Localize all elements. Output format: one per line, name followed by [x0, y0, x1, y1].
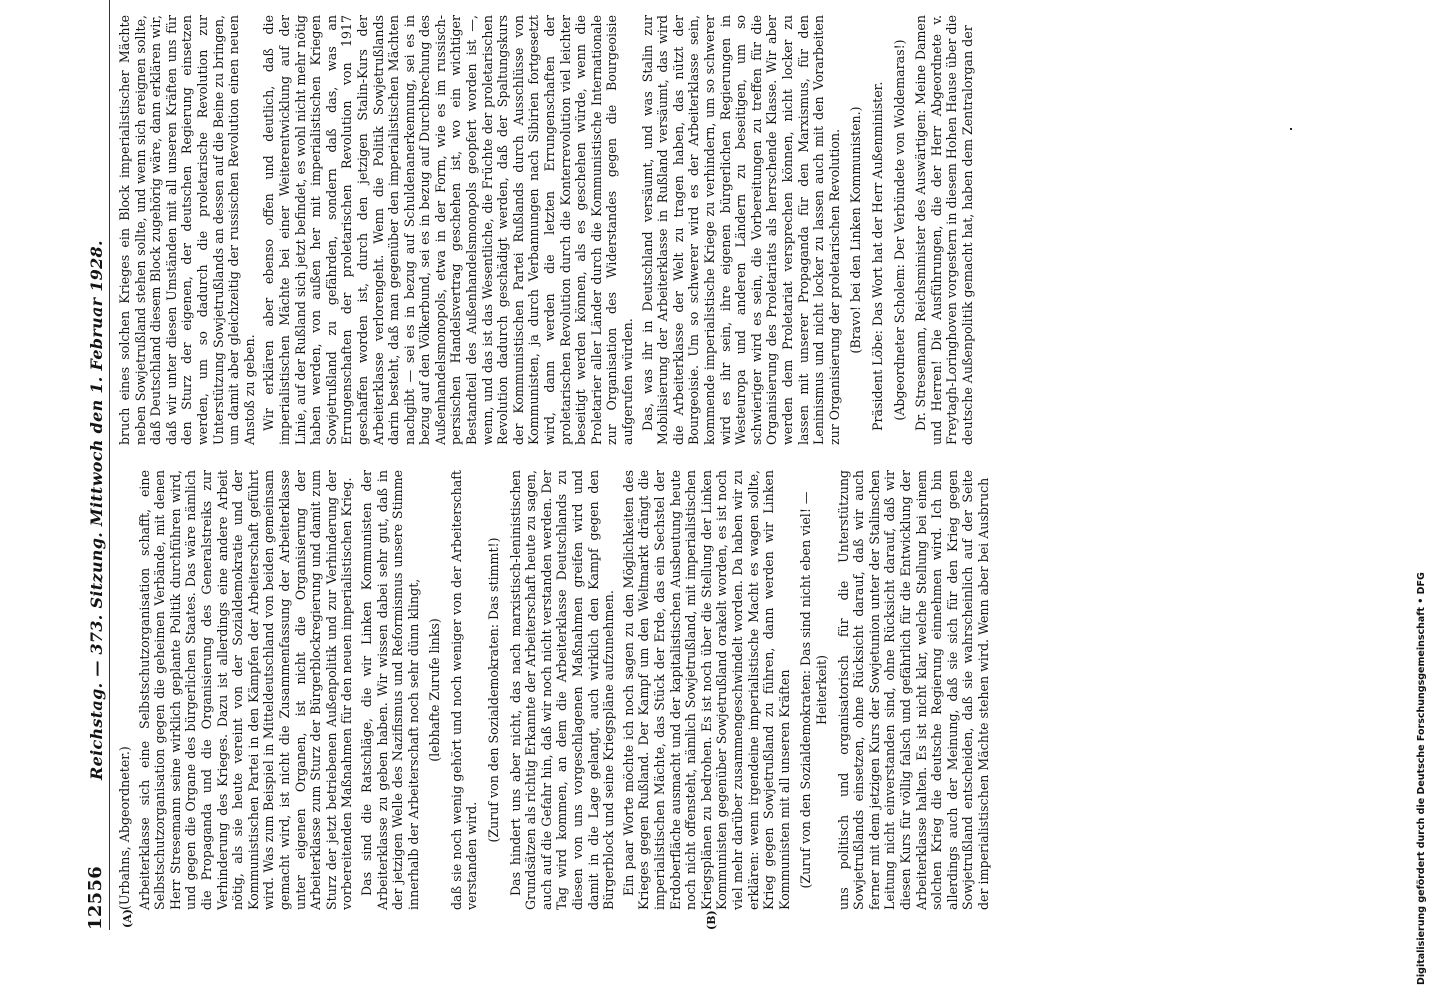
paragraph: uns politisch und organisatorisch für die Unterstützung Sowjetrußlands einsetzen, ohne Rücksicht darauf, daß wir auch ferner mit dem jetzigen Kurs der Sowjetunion unter der Stalinschen Leitung nicht einverstanden sind, ohne Rücksicht darauf, daß wir diesen Kurs für völlig falsch und gefährlich für die Entwicklung der Arbeiterklasse halten. Es ist nicht klar, welche Stellung bei einem solchen Krieg die deutsche Regierung einnehmen wird. Ich bin allerdings auch der Meinung, daß sie sich für den Krieg gegen Sowjetrußland entscheiden, daß sie wahrscheinlich auf der Seite der imperialistischen Mächte stehen wird. Wenn aber bei Ausbruch: [835, 470, 991, 910]
page-header: [85, 0, 111, 930]
speck: [1290, 128, 1292, 130]
interjection: (Bravo! bei den Linken Kommunisten.): [848, 106, 864, 354]
right-column: [117, 15, 979, 445]
document-page: [85, 0, 1415, 930]
digitization-credit: [1416, 10, 1430, 990]
credit-text: Digitalisierung gefördert durch die Deutsche Forschungsgemeinschaft • DFG: [1416, 572, 1427, 985]
paragraph: daß sie noch wenig gehört und noch weniger von der Arbeiterschaft verstanden wird.: [448, 470, 480, 910]
paragraph: Dr. Stresemann, Reichsminister des Auswärtigen: Meine Damen und Herren! Die Ausführungen, die der Herr Abgeordnete v. Freytagh-Loringhoven vorgestern in diesem Hohen Hause über die deutsche Außenpolitik gemacht hat, haben dem Zentralorgan der: [913, 15, 975, 445]
speaker-label: (Urbahns, Abgeordneter.): [117, 746, 132, 910]
paragraph: Das sind die Ratschläge, die wir Linken Kommunisten der Arbeiterklasse zu geben haben. Wir wissen dabei sehr gut, daß in der jetzigen Welle des Nazifismus und Reformismus unsere Stimme innerhalb der Arbeiterschaft noch sehr dünn klingt,: [358, 470, 421, 910]
paragraph: Arbeiterklasse sich eine Selbstschutzorganisation schafft, eine Selbstschutzorganisation gegen die geheimen Verbände, mit denen Herr Stresemann seine wirklich geplante Politik durchführen wird, und gegen die Organe des bürgerlichen Staates. Das wäre nämlich die Propaganda und die Organisierung des Generalstreiks zur Verhinderung des Krieges. Dazu ist allerdings eine andere Arbeit nötig, als sie heute vereint von der Sozialdemokratie und der Kommunistischen Partei in den Kämpfen der Arbeiterschaft geführt wird. Was zum Beispiel in Mitteldeutschland von beiden gemeinsam gemacht wird, ist nicht die Zusammenfassung der Arbeiterklasse unter eigenen Organen, ist nicht die Organisierung der Arbeiterklasse zum Sturz der Bürgerblockregierung und damit zum Sturz der jetzt betriebenen Außenpolitik und zur Verhinderung der vorbereitenden Maßnahmen für den neuen imperialistischen Krieg.: [136, 470, 355, 910]
left-column: [117, 470, 995, 910]
paragraph: Das hindert uns aber nicht, das nach marxistisch-leninistischen Grundsätzen als richtig Erkannte der Arbeiterschaft heute zu sagen, auch auf die Gefahr hin, daß wir noch nicht verstanden werden. Der Tag wird kommen, an dem die Arbeiterklasse Deutschlands zu diesen von uns vorgeschlagenen Maßnahmen greifen wird und damit in die Lage gelangt, auch wirklich den Kampf gegen den Bürgerblock und seine Kriegspläne aufzunehmen.: [507, 470, 617, 910]
margin-mark-b: (B): [705, 910, 718, 930]
interjection: (Zuruf von den Sozialdemokraten: Das stimmt!): [486, 537, 502, 843]
paragraph: Präsident Löbe: Das Wort hat der Herr Außenminister.: [869, 81, 885, 431]
session-title: Reichstag. — 373. Sitzung. Mittwoch den 1. Februar 1928.: [87, 240, 106, 780]
paragraph: Wir erklären aber ebenso offen und deutlich, daß die imperialistischen Mächte bei einer Weiterentwicklung auf der Linie, auf der Rußland sich jetzt befindet, es wohl nicht mehr nötig haben werden, von außen her mit imperialistischen Kriegen Sowjetrußland zu gefährden, sondern daß das, was an Errungenschaften der proletarischen Revolution von 1917 geschaffen worden ist, durch den jetzigen Stalin-Kurs der Arbeiterklasse verlorengeht. Wenn die Politik Sowjetrußlands darin besteht, daß man gegenüber den imperialistischen Mächten nachgibt — sei es in bezug auf Schuldenanerkennung, sei es in bezug auf den Völkerbund, sei es in bezug auf Durchbrechung des Außenhandelsmonopols, etwa in der Form, wie es im russisch-persischen Handelsvertrag geschehen ist, wo ein wichtiger Bestandteil des Außenhandelsmonopols geopfert worden ist —, wenn, und das ist das Wesentliche, die Früchte der proletarischen Revolution dadurch geschädigt werden, daß der Spaltungskurs der Kommunistischen Partei Rußlands durch Ausschlüsse von Kommunisten, ja durch Verbannungen nach Sibirien fortgesetzt wird, dann werden die letzten Errungenschaften der proletarischen Revolution durch die Konterrevolution viel leichter beseitigt werden können, als es geschehen würde, wenn die Proletarier aller Länder durch die Kommunistische Internationale zur Organisation des Widerstandes gegen die Bourgeoisie aufgerufen würden.: [261, 15, 635, 445]
paragraph: bruch eines solchen Krieges ein Block imperialistischer Mächte neben Sowjetrußland stehen sollte, und wenn sich ereignen sollte, daß Deutschland diesem Block zugehörig wäre, dann erklären wir, daß wir unter diesen Umständen mit all unseren Kräften uns für den Sturz der eigenen, der deutschen Regierung einsetzen werden, um so dadurch die proletarische Revolution zur Unterstützung Sowjetrußlands an dessen auf die Beine zu bringen, um damit aber gleichzeitig der russischen Revolution einen neuen Anstoß zu geben.: [117, 15, 257, 445]
interjection: (Abgeordneter Scholem: Der Verbündete von Woldemaras!): [891, 39, 907, 421]
paragraph: Ein paar Worte möchte ich noch sagen zu den Möglichkeiten des Krieges gegen Rußland. Der Kampf um den Weltmarkt drängt die imperialistischen Mächte, das Stück der Erde, das ein Sechstel der Erdoberfläche ausmacht und der kapitalistischen Ausbeutung heute noch nicht offensteht, nämlich Sowjetrußland, mit imperialistischen Kriegsplänen zu bedrohen. Es ist noch über die Stellung der Linken Kommunisten gegenüber Sowjetrußland orakelt worden, es ist noch viel mehr darüber zusammengeschwindelt worden. Da haben wir zu erklären: wenn irgendeine imperialistische Macht es wagen sollte, Krieg gegen Sowjetrußland zu führen, dann werden wir Linken Kommunisten mit all unseren Kräften: [620, 470, 792, 910]
interjection: (lebhafte Zurufe links): [427, 618, 443, 762]
page-number: 12556: [85, 865, 106, 930]
interjection: (Zuruf von den Sozialdemokraten: Das sind nicht eben viel! — Heiterkeit): [798, 491, 829, 889]
margin-mark-a: (A): [121, 909, 134, 928]
header-rule: [109, 0, 110, 930]
paragraph: Das, was ihr in Deutschland versäumt, und was Stalin zur Mobilisierung der Arbeiterklasse in Rußland versäumt, das wird die Arbeiterklasse der Welt zu tragen haben, das nützt der Bourgeoisie. Um so schwerer wird es der Arbeiterklasse sein, kommende imperialistische Kriege zu verhindern, um so schwerer wird es ihr sein, ihre eigenen bürgerlichen Regierungen in Westeuropa und anderen Ländern zu beseitigen, um so schwieriger wird es sein, die Vorbereitungen zu treffen für die Organisierung des Proletariats als herrschende Klasse. Wir aber werden dem Proletariat versprechen können, nicht locker zu lassen mit unserer Propaganda für den Marxismus, für den Leninismus und nicht locker zu lassen auch mit den Vorarbeiten zur Organisierung der proletarischen Revolution.: [639, 15, 842, 445]
